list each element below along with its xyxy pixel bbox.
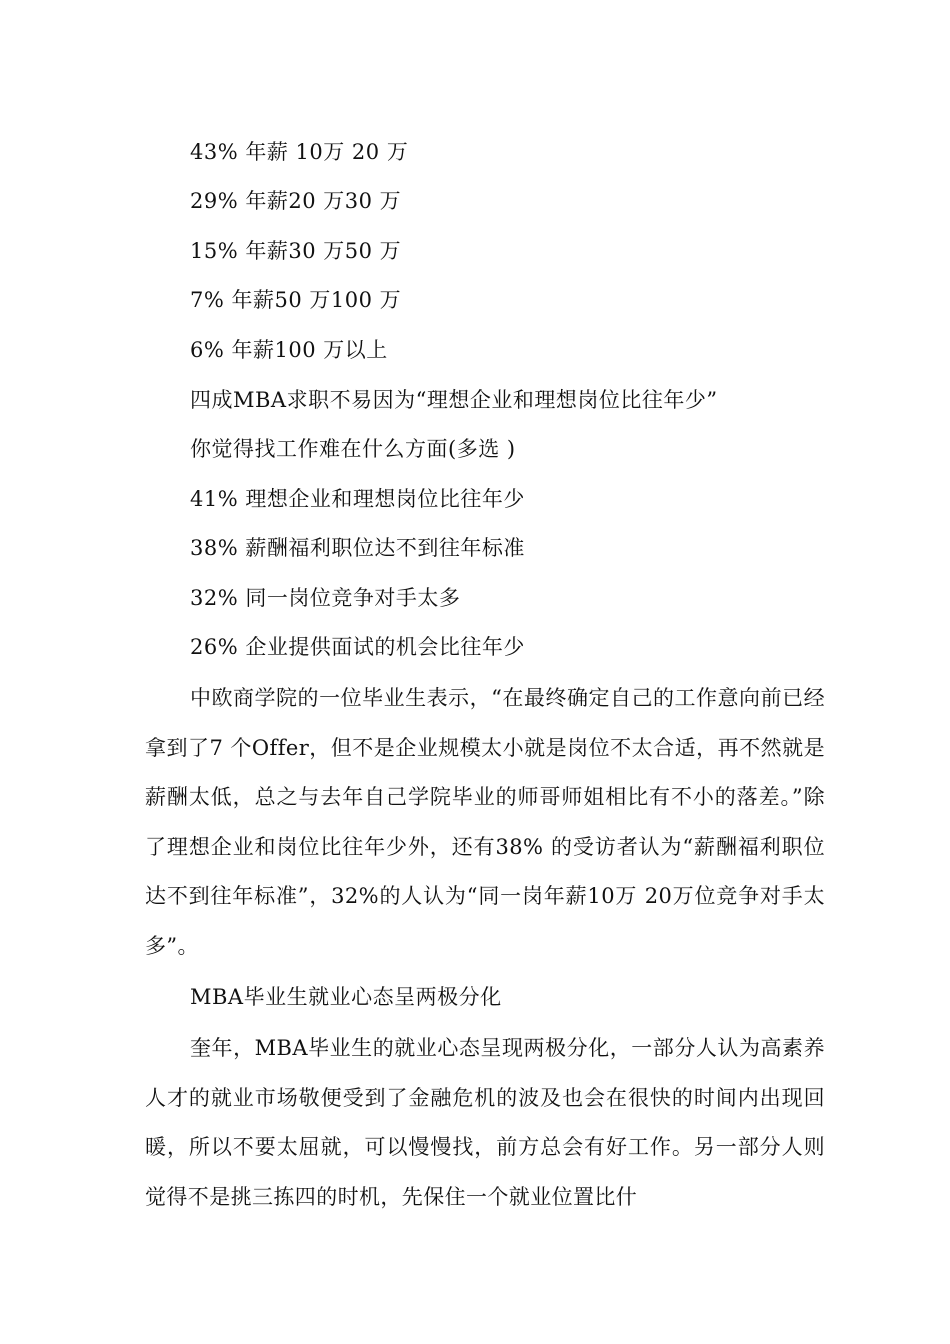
difficulty-item-1: 41% 理想企业和理想岗位比往年少	[190, 487, 525, 511]
difficulty-item-4: 26% 企业提供面试的机会比往年少	[190, 635, 525, 659]
difficulty-item-3: 32% 同一岗位竞争对手太多	[190, 586, 461, 610]
ceibs-graduate-paragraph: 中欧商学院的一位毕业生表示，“在最终确定自己的工作意向前已经拿到了7 个Offer，但不是企业规模太小就是岗位不太合适，再不然就是薪酬太低，总之与去年自己学院毕业的师哥师姐相比有不小的落差。”除了理想企业和岗位比往年少外，还有38% 的受访者认为“薪酬福利职位达不到往年标准”，32%的人认为“同一岗年薪10万 20万位竞争对手太多”。	[145, 686, 825, 958]
salary-item-1: 43% 年薪 10万 20 万	[190, 140, 409, 164]
survey-question: 你觉得找工作难在什么方面(多选 )	[190, 437, 516, 461]
salary-item-4: 7% 年薪50 万100 万	[190, 288, 402, 312]
section-heading: MBA毕业生就业心态呈两极分化	[190, 985, 502, 1009]
difficulty-headline: 四成MBA求职不易因为“理想企业和理想岗位比往年少”	[190, 388, 718, 412]
difficulty-item-2: 38% 薪酬福利职位达不到往年标准	[190, 536, 525, 560]
salary-item-5: 6% 年薪100 万以上	[190, 338, 388, 362]
mindset-paragraph: 奎年，MBA毕业生的就业心态呈现两极分化，一部分人认为高素养人才的就业市场敬便受到了金融危机的波及也会在很快的时间内出现回暖，所以不要太屈就，可以慢慢找，前方总会有好工作。另一部分人则觉得不是挑三拣四的时机，先保住一个就业位置比什	[145, 1036, 825, 1209]
salary-item-2: 29% 年薪20 万30 万	[190, 189, 402, 213]
salary-item-3: 15% 年薪30 万50 万	[190, 239, 402, 263]
